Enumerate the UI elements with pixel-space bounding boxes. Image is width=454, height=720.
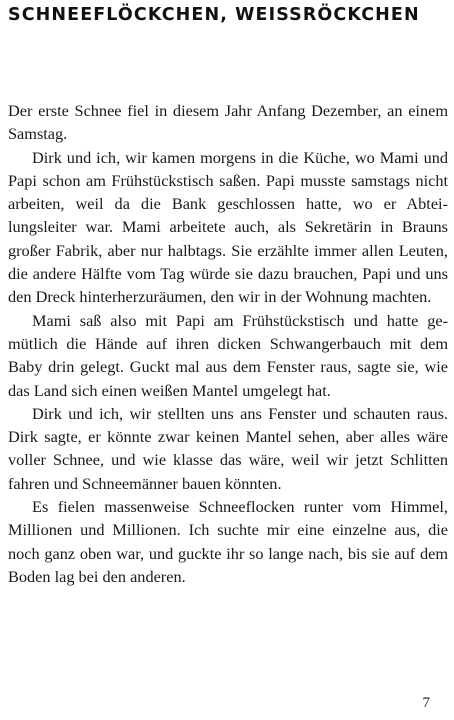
paragraph: Dirk und ich, wir kamen morgens in die Küche, wo Mami und Papi schon am Frühstückstisch saßen. Papi musste samstags nicht arbeiten, weil da die Bank geschlossen hatte, wo er Abteilungsleiter war. Mami arbeitete auch, als Sekretärin in Brauns großer Fabrik, aber nur halbtags. Sie erzählte immer allen Leuten, die andere Hälfte vom Tag würde sie dazu brauchen, Papi und uns den Dreck hinterherzuräumen, den wir in der Wohnung machten. (8, 147, 448, 307)
paragraph: Es fielen massenweise Schneeflocken runter vom Himmel, Millionen und Millionen. Ich suchte mir eine einzelne aus, die noch ganz oben war, und guckte ihr so lange nach, bis sie auf dem Boden lag bei den anderen. (8, 497, 448, 586)
paragraph: Der erste Schnee fiel in diesem Jahr Anfang Dezember, an einem Samstag. (8, 101, 448, 144)
paragraph: Mami saß also mit Papi am Frühstückstisch und hatte gemütlich die Hände auf ihren dicken Schwangerbauch mit dem Baby drin gelegt. Guckt mal aus dem Fenster raus, sagte sie, wie das Land sich einen weißen Mantel umgelegt hat. (8, 310, 448, 400)
page-number: 7 (422, 695, 430, 711)
body-text (8, 99, 448, 588)
chapter-title: SCHNEEFLÖCKCHEN, WEISSRÖCKCHEN (8, 5, 420, 25)
paragraph: Dirk und ich, wir stellten uns ans Fenster und schauten raus. Dirk sagte, er könnte zwar keinen Mantel sehen, aber alles wäre voller Schnee, und wie klasse das wäre, weil wir jetzt Schlitten fahren und Schneemänner bauen könnten. (8, 403, 448, 493)
